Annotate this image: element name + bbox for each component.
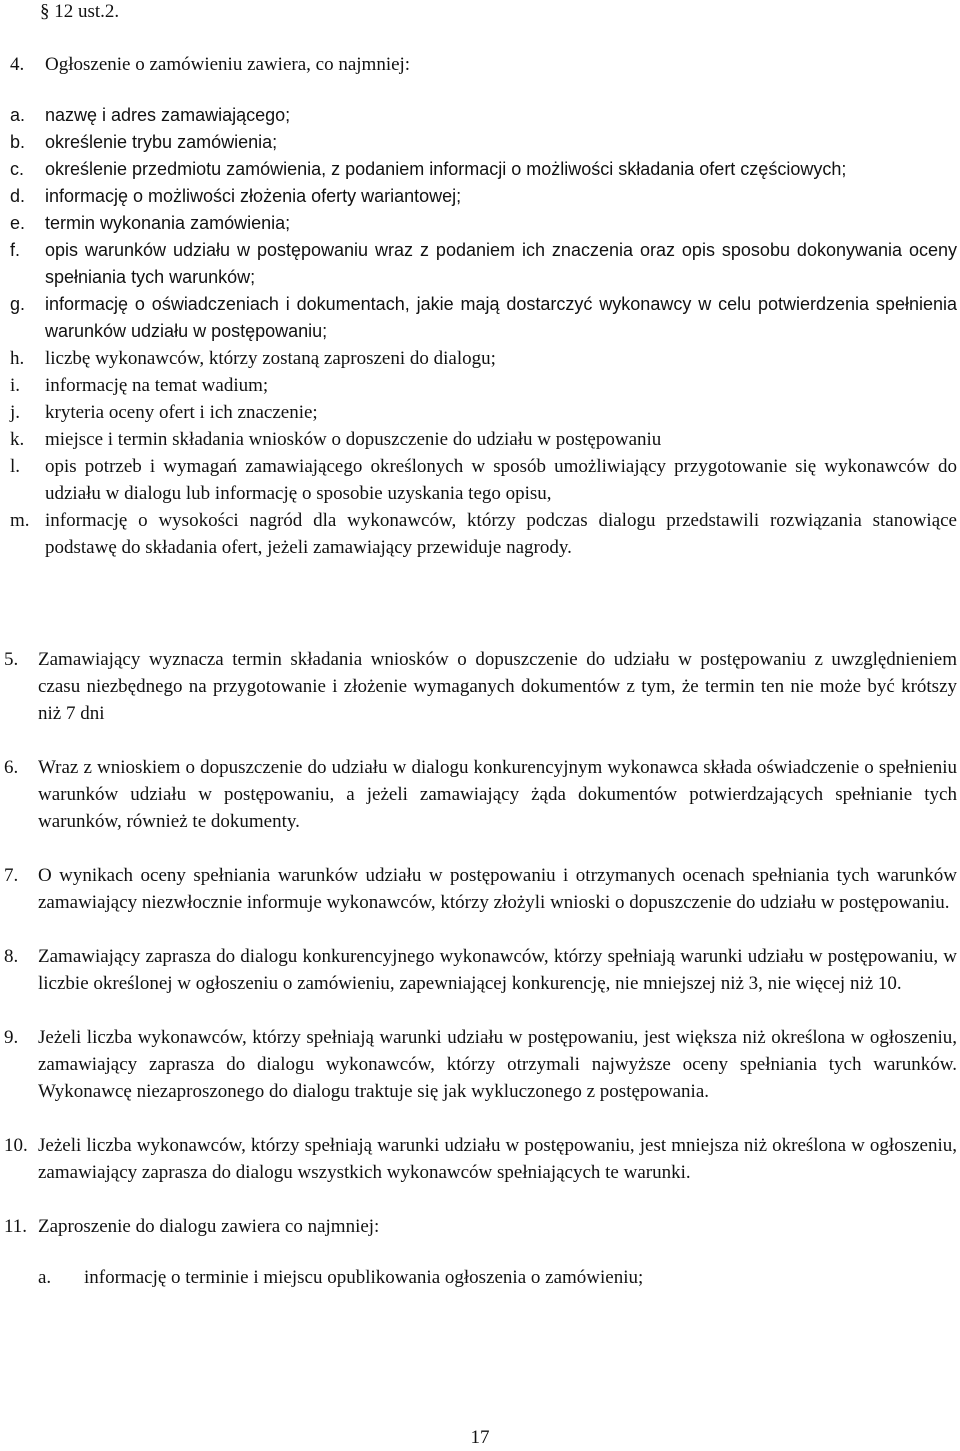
list-item-f bbox=[10, 237, 957, 291]
list-letter: i. bbox=[10, 375, 21, 396]
list-item-k bbox=[10, 426, 957, 453]
list-item-j bbox=[10, 399, 957, 426]
point-11-item-a bbox=[4, 1264, 957, 1291]
list-letter: j. bbox=[10, 402, 21, 423]
point-number: 11. bbox=[4, 1216, 28, 1237]
list-item-b bbox=[10, 129, 957, 156]
point-5 bbox=[4, 646, 957, 727]
point-text: Wraz z wnioskiem o dopuszczenie do udziału w dialogu konkurencyjnym wykonawca składa oświadczenie o spełnieniu warunków udziału w postępowaniu, a jeżeli zamawiający żąda dokumentów potwierdzających spełnianie tych warunków, również te dokumenty. bbox=[38, 757, 957, 832]
point-number: 6. bbox=[4, 757, 19, 778]
point-text: Zaproszenie do dialogu zawiera co najmniej: bbox=[38, 1216, 380, 1237]
list-letter: k. bbox=[10, 429, 25, 450]
section-4-list-cont bbox=[10, 345, 957, 561]
point-text: Zamawiający wyznacza termin składania wniosków o dopuszczenie do udziału w postępowaniu z uwzględnieniem czasu niezbędnego na przygotowanie i złożenie wymaganych dokumentów z tym, że termin ten nie może być krótszy niż 7 dni bbox=[38, 649, 957, 724]
list-text: informację o terminie i miejscu opublikowania ogłoszenia o zamówieniu; bbox=[84, 1267, 644, 1288]
section-4-intro-text: Ogłoszenie o zamówieniu zawiera, co najmniej: bbox=[45, 54, 411, 75]
list-text: określenie trybu zamówienia; bbox=[45, 132, 278, 152]
list-item-a bbox=[10, 102, 957, 129]
numbered-points bbox=[4, 646, 957, 1291]
list-text: termin wykonania zamówienia; bbox=[45, 213, 291, 233]
list-item-g bbox=[10, 291, 957, 345]
list-text: informację o możliwości złożenia oferty wariantowej; bbox=[45, 186, 462, 206]
point-text: Jeżeli liczba wykonawców, którzy spełniają warunki udziału w postępowaniu, jest mniejsza niż określona w ogłoszeniu, zamawiający zaprasza do dialogu wszystkich wykonawców spełniających te warunki. bbox=[38, 1135, 957, 1183]
list-item-c bbox=[10, 156, 957, 183]
list-letter: e. bbox=[10, 213, 26, 233]
list-letter: a. bbox=[38, 1267, 52, 1288]
list-text: informację na temat wadium; bbox=[45, 375, 269, 396]
list-item-l bbox=[10, 453, 957, 507]
point-number: 8. bbox=[4, 946, 19, 967]
list-text: określenie przedmiotu zamówienia, z podaniem informacji o możliwości składania ofert częściowych; bbox=[45, 159, 847, 179]
section-4-list bbox=[10, 102, 957, 345]
list-letter: m. bbox=[10, 510, 30, 531]
point-11 bbox=[4, 1213, 957, 1240]
point-number: 10. bbox=[4, 1135, 28, 1156]
section-4 bbox=[10, 51, 957, 561]
point-7 bbox=[4, 862, 957, 916]
list-text: opis potrzeb i wymagań zamawiającego określonych w sposób umożliwiający przygotowanie się wykonawców do udziału w dialogu lub informację o sposobie uzyskania tego opisu, bbox=[45, 456, 957, 504]
list-letter: g. bbox=[10, 294, 26, 314]
list-text: informację o oświadczeniach i dokumentach, jakie mają dostarczyć wykonawcy w celu potwierdzenia spełnienia warunków udziału w postępowaniu; bbox=[45, 294, 957, 341]
section-4-number: 4. bbox=[10, 54, 25, 75]
point-8 bbox=[4, 943, 957, 997]
point-text: Jeżeli liczba wykonawców, którzy spełniają warunki udziału w postępowaniu, jest większa niż określona w ogłoszeniu, zamawiający zaprasza do dialogu wykonawców, którzy otrzymali najwyższe oceny spełniania tych warunków. Wykonawcę niezaproszonego do dialogu traktuje się jak wykluczonego z postępowania. bbox=[38, 1027, 957, 1102]
list-letter: d. bbox=[10, 186, 26, 206]
section-4-intro bbox=[10, 51, 957, 78]
list-letter: a. bbox=[10, 105, 26, 125]
point-number: 5. bbox=[4, 649, 19, 670]
list-letter: h. bbox=[10, 348, 25, 369]
list-text: miejsce i termin składania wniosków o dopuszczenie do udziału w postępowaniu bbox=[45, 429, 662, 450]
list-item-e bbox=[10, 210, 957, 237]
list-letter: c. bbox=[10, 159, 25, 179]
section-reference: § 12 ust.2. bbox=[40, 1, 120, 22]
point-text: Zamawiający zaprasza do dialogu konkurencyjnego wykonawców, którzy spełniają warunki udziału w postępowaniu, w liczbie określonej w ogłoszeniu o zamówieniu, zapewniającej konkurencję, nie mniejszej niż 3, nie więcej niż 10. bbox=[38, 946, 957, 994]
list-text: informację o wysokości nagród dla wykonawców, którzy podczas dialogu przedstawili rozwiązania stanowiące podstawę do składania ofert, jeżeli zamawiający przewiduje nagrody. bbox=[45, 510, 957, 558]
point-10 bbox=[4, 1132, 957, 1186]
list-item-d bbox=[10, 183, 957, 210]
page-number: 17 bbox=[470, 1427, 490, 1448]
list-item-h bbox=[10, 345, 957, 372]
list-letter: b. bbox=[10, 132, 26, 152]
list-text: nazwę i adres zamawiającego; bbox=[45, 105, 291, 125]
point-9 bbox=[4, 1024, 957, 1105]
list-text: liczbę wykonawców, którzy zostaną zaproszeni do dialogu; bbox=[45, 348, 496, 369]
list-letter: f. bbox=[10, 240, 21, 260]
list-item-m bbox=[10, 507, 957, 561]
list-text: opis warunków udziału w postępowaniu wraz z podaniem ich znaczenia oraz opis sposobu dokonywania oceny spełniania tych warunków; bbox=[45, 240, 957, 287]
list-letter: l. bbox=[10, 456, 21, 477]
point-text: O wynikach oceny spełniania warunków udziału w postępowaniu i otrzymanych ocenach spełniania tych warunków zamawiający niezwłocznie informuje wykonawców, którzy złożyli wnioski o dopuszczenie do udziału w postępowaniu. bbox=[38, 865, 957, 913]
list-item-i bbox=[10, 372, 957, 399]
list-text: kryteria oceny ofert i ich znaczenie; bbox=[45, 402, 318, 423]
point-number: 9. bbox=[4, 1027, 19, 1048]
point-number: 7. bbox=[4, 865, 19, 886]
point-6 bbox=[4, 754, 957, 835]
